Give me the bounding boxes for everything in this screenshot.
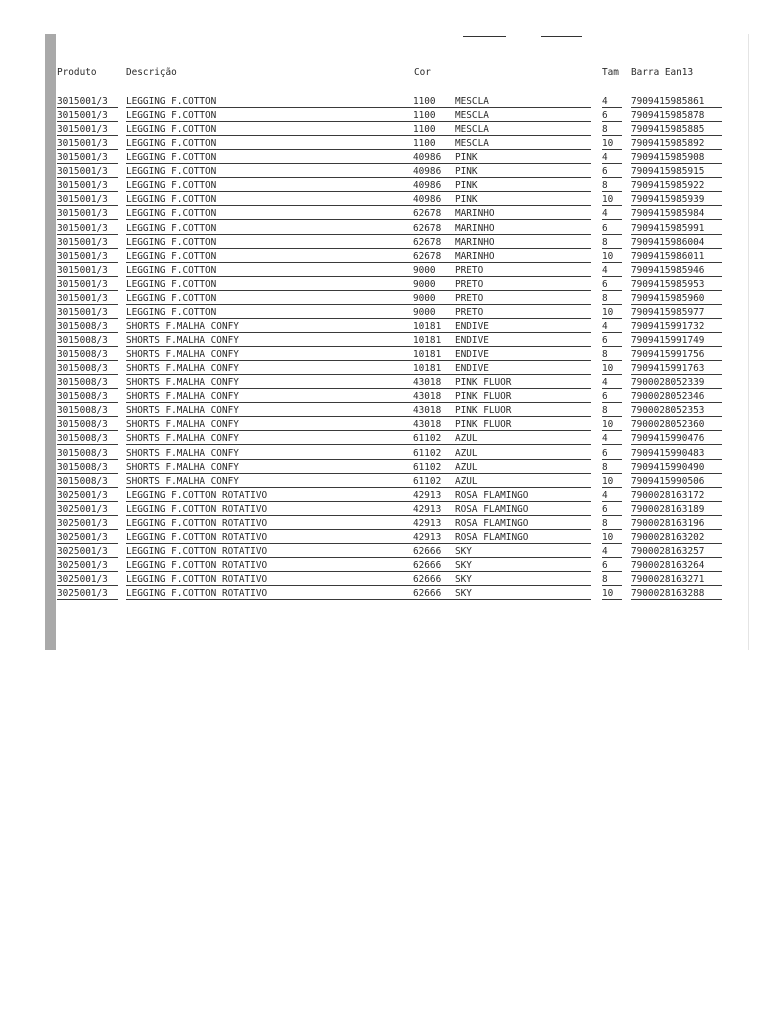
row-barra-ean13: 7900028163172 bbox=[631, 489, 722, 502]
row-cor-nome: MESCLA bbox=[455, 123, 591, 136]
row-descricao: SHORTS F.MALHA CONFY bbox=[126, 418, 463, 431]
row-cor-nome: PINK bbox=[455, 179, 591, 192]
row-cor-codigo: 10181 bbox=[413, 320, 451, 333]
header-barra-ean13: Barra Ean13 bbox=[631, 67, 694, 78]
row-cor-codigo: 61102 bbox=[413, 447, 451, 460]
row-cor-nome: ROSA FLAMINGO bbox=[455, 517, 591, 530]
row-barra-ean13: 7900028052360 bbox=[631, 418, 722, 431]
table-row bbox=[57, 109, 737, 123]
row-cor-codigo: 62666 bbox=[413, 587, 451, 600]
row-descricao: SHORTS F.MALHA CONFY bbox=[126, 348, 463, 361]
row-cor-codigo: 1100 bbox=[413, 137, 451, 150]
row-barra-ean13: 7900028052339 bbox=[631, 376, 722, 389]
row-produto: 3015001/3 bbox=[57, 123, 118, 136]
row-descricao: LEGGING F.COTTON bbox=[126, 179, 463, 192]
page-right-edge bbox=[748, 34, 749, 650]
row-cor-codigo: 43018 bbox=[413, 376, 451, 389]
row-cor-nome: PRETO bbox=[455, 292, 591, 305]
row-descricao: LEGGING F.COTTON bbox=[126, 95, 463, 108]
row-cor-nome: SKY bbox=[455, 545, 591, 558]
row-barra-ean13: 7909415990506 bbox=[631, 475, 722, 488]
row-cor-codigo: 1100 bbox=[413, 123, 451, 136]
row-descricao: LEGGING F.COTTON bbox=[126, 264, 463, 277]
row-cor-codigo: 62666 bbox=[413, 573, 451, 586]
row-cor-nome: PRETO bbox=[455, 264, 591, 277]
row-tamanho: 8 bbox=[602, 292, 622, 305]
table-row bbox=[57, 137, 737, 151]
row-produto: 3015008/3 bbox=[57, 362, 118, 375]
row-tamanho: 10 bbox=[602, 362, 622, 375]
row-produto: 3015001/3 bbox=[57, 278, 118, 291]
row-descricao: LEGGING F.COTTON bbox=[126, 151, 463, 164]
row-barra-ean13: 7909415985946 bbox=[631, 264, 722, 277]
table-row bbox=[57, 292, 737, 306]
row-descricao: LEGGING F.COTTON bbox=[126, 123, 463, 136]
row-barra-ean13: 7909415985984 bbox=[631, 207, 722, 220]
row-cor-codigo: 10181 bbox=[413, 348, 451, 361]
row-tamanho: 6 bbox=[602, 165, 622, 178]
row-produto: 3015001/3 bbox=[57, 250, 118, 263]
row-cor-codigo: 62666 bbox=[413, 545, 451, 558]
table-row bbox=[57, 531, 737, 545]
row-barra-ean13: 7900028163189 bbox=[631, 503, 722, 516]
row-tamanho: 4 bbox=[602, 489, 622, 502]
row-cor-nome: PINK FLUOR bbox=[455, 376, 591, 389]
row-barra-ean13: 7909415985953 bbox=[631, 278, 722, 291]
row-tamanho: 10 bbox=[602, 250, 622, 263]
row-cor-nome: PINK FLUOR bbox=[455, 390, 591, 403]
row-cor-codigo: 9000 bbox=[413, 264, 451, 277]
table-row bbox=[57, 123, 737, 137]
row-descricao: LEGGING F.COTTON ROTATIVO bbox=[126, 517, 463, 530]
row-cor-codigo: 40986 bbox=[413, 193, 451, 206]
row-tamanho: 8 bbox=[602, 461, 622, 474]
table-row bbox=[57, 573, 737, 587]
row-descricao: LEGGING F.COTTON bbox=[126, 137, 463, 150]
table-row bbox=[57, 222, 737, 236]
row-cor-codigo: 62678 bbox=[413, 250, 451, 263]
signature-line bbox=[541, 36, 582, 37]
row-barra-ean13: 7900028163271 bbox=[631, 573, 722, 586]
row-cor-nome: MARINHO bbox=[455, 207, 591, 220]
row-descricao: LEGGING F.COTTON bbox=[126, 292, 463, 305]
row-tamanho: 8 bbox=[602, 179, 622, 192]
row-produto: 3025001/3 bbox=[57, 489, 118, 502]
row-descricao: LEGGING F.COTTON bbox=[126, 165, 463, 178]
row-produto: 3015001/3 bbox=[57, 222, 118, 235]
row-cor-nome: MESCLA bbox=[455, 109, 591, 122]
row-cor-codigo: 40986 bbox=[413, 165, 451, 178]
table-row bbox=[57, 179, 737, 193]
row-cor-codigo: 9000 bbox=[413, 306, 451, 319]
signature-line bbox=[463, 36, 506, 37]
row-descricao: SHORTS F.MALHA CONFY bbox=[126, 390, 463, 403]
row-cor-nome: AZUL bbox=[455, 475, 591, 488]
row-tamanho: 6 bbox=[602, 222, 622, 235]
row-produto: 3015008/3 bbox=[57, 432, 118, 445]
row-barra-ean13: 7909415991756 bbox=[631, 348, 722, 361]
table-row bbox=[57, 376, 737, 390]
table-row bbox=[57, 489, 737, 503]
row-cor-nome: PINK FLUOR bbox=[455, 418, 591, 431]
table-row bbox=[57, 503, 737, 517]
row-cor-nome: SKY bbox=[455, 559, 591, 572]
row-barra-ean13: 7909415991749 bbox=[631, 334, 722, 347]
row-barra-ean13: 7909415991763 bbox=[631, 362, 722, 375]
row-cor-codigo: 62666 bbox=[413, 559, 451, 572]
table-row bbox=[57, 418, 737, 432]
row-tamanho: 6 bbox=[602, 447, 622, 460]
row-barra-ean13: 7900028163264 bbox=[631, 559, 722, 572]
row-barra-ean13: 7900028163202 bbox=[631, 531, 722, 544]
row-tamanho: 4 bbox=[602, 151, 622, 164]
table-row bbox=[57, 278, 737, 292]
row-cor-codigo: 42913 bbox=[413, 503, 451, 516]
row-produto: 3025001/3 bbox=[57, 531, 118, 544]
row-tamanho: 10 bbox=[602, 137, 622, 150]
row-produto: 3015008/3 bbox=[57, 334, 118, 347]
row-cor-nome: PINK FLUOR bbox=[455, 404, 591, 417]
table-row bbox=[57, 390, 737, 404]
row-barra-ean13: 7900028163257 bbox=[631, 545, 722, 558]
page-left-margin-bar bbox=[45, 34, 56, 650]
row-tamanho: 6 bbox=[602, 559, 622, 572]
row-cor-codigo: 62678 bbox=[413, 222, 451, 235]
table-row bbox=[57, 587, 737, 601]
row-tamanho: 10 bbox=[602, 418, 622, 431]
table-row bbox=[57, 250, 737, 264]
row-tamanho: 4 bbox=[602, 320, 622, 333]
row-tamanho: 4 bbox=[602, 95, 622, 108]
row-descricao: LEGGING F.COTTON bbox=[126, 306, 463, 319]
row-descricao: SHORTS F.MALHA CONFY bbox=[126, 362, 463, 375]
row-cor-nome: MARINHO bbox=[455, 250, 591, 263]
row-produto: 3015001/3 bbox=[57, 137, 118, 150]
header-produto: Produto bbox=[57, 67, 97, 78]
row-produto: 3015008/3 bbox=[57, 376, 118, 389]
table-row bbox=[57, 447, 737, 461]
row-descricao: LEGGING F.COTTON bbox=[126, 109, 463, 122]
row-cor-codigo: 42913 bbox=[413, 489, 451, 502]
row-descricao: LEGGING F.COTTON bbox=[126, 236, 463, 249]
table-row bbox=[57, 348, 737, 362]
row-cor-nome: SKY bbox=[455, 587, 591, 600]
row-cor-nome: ENDIVE bbox=[455, 320, 591, 333]
row-barra-ean13: 7909415990490 bbox=[631, 461, 722, 474]
row-descricao: LEGGING F.COTTON ROTATIVO bbox=[126, 503, 463, 516]
row-cor-codigo: 40986 bbox=[413, 151, 451, 164]
row-tamanho: 8 bbox=[602, 517, 622, 530]
row-cor-nome: ENDIVE bbox=[455, 362, 591, 375]
row-produto: 3015008/3 bbox=[57, 320, 118, 333]
row-produto: 3025001/3 bbox=[57, 573, 118, 586]
row-produto: 3015001/3 bbox=[57, 306, 118, 319]
row-cor-nome: MESCLA bbox=[455, 95, 591, 108]
row-cor-codigo: 10181 bbox=[413, 362, 451, 375]
row-barra-ean13: 7909415985991 bbox=[631, 222, 722, 235]
row-barra-ean13: 7909415985960 bbox=[631, 292, 722, 305]
row-descricao: LEGGING F.COTTON bbox=[126, 250, 463, 263]
row-barra-ean13: 7909415985939 bbox=[631, 193, 722, 206]
row-cor-codigo: 42913 bbox=[413, 517, 451, 530]
row-cor-codigo: 9000 bbox=[413, 278, 451, 291]
row-cor-nome: ROSA FLAMINGO bbox=[455, 531, 591, 544]
row-barra-ean13: 7909415985892 bbox=[631, 137, 722, 150]
row-descricao: LEGGING F.COTTON ROTATIVO bbox=[126, 545, 463, 558]
row-cor-nome: ENDIVE bbox=[455, 348, 591, 361]
table-row bbox=[57, 320, 737, 334]
row-tamanho: 4 bbox=[602, 376, 622, 389]
row-tamanho: 10 bbox=[602, 306, 622, 319]
row-tamanho: 4 bbox=[602, 207, 622, 220]
row-descricao: LEGGING F.COTTON ROTATIVO bbox=[126, 559, 463, 572]
row-cor-codigo: 42913 bbox=[413, 531, 451, 544]
row-barra-ean13: 7900028163288 bbox=[631, 587, 722, 600]
table-row bbox=[57, 165, 737, 179]
row-cor-nome: ENDIVE bbox=[455, 334, 591, 347]
row-descricao: SHORTS F.MALHA CONFY bbox=[126, 320, 463, 333]
row-produto: 3015001/3 bbox=[57, 264, 118, 277]
row-produto: 3015008/3 bbox=[57, 404, 118, 417]
row-tamanho: 4 bbox=[602, 545, 622, 558]
row-tamanho: 6 bbox=[602, 503, 622, 516]
row-cor-nome: AZUL bbox=[455, 447, 591, 460]
row-barra-ean13: 7909415985915 bbox=[631, 165, 722, 178]
table-row bbox=[57, 264, 737, 278]
row-descricao: SHORTS F.MALHA CONFY bbox=[126, 447, 463, 460]
row-produto: 3015001/3 bbox=[57, 151, 118, 164]
row-barra-ean13: 7909415985922 bbox=[631, 179, 722, 192]
row-produto: 3015008/3 bbox=[57, 475, 118, 488]
table-row bbox=[57, 95, 737, 109]
row-cor-nome: PRETO bbox=[455, 306, 591, 319]
row-produto: 3015001/3 bbox=[57, 236, 118, 249]
row-cor-nome: MARINHO bbox=[455, 222, 591, 235]
row-barra-ean13: 7909415985878 bbox=[631, 109, 722, 122]
row-cor-nome: MARINHO bbox=[455, 236, 591, 249]
row-descricao: LEGGING F.COTTON bbox=[126, 222, 463, 235]
row-produto: 3015001/3 bbox=[57, 165, 118, 178]
row-descricao: SHORTS F.MALHA CONFY bbox=[126, 475, 463, 488]
row-tamanho: 6 bbox=[602, 390, 622, 403]
row-produto: 3015001/3 bbox=[57, 95, 118, 108]
row-tamanho: 4 bbox=[602, 432, 622, 445]
row-cor-nome: ROSA FLAMINGO bbox=[455, 503, 591, 516]
header-tam: Tam bbox=[602, 67, 619, 78]
header-cor: Cor bbox=[414, 67, 431, 78]
row-cor-nome: PINK bbox=[455, 193, 591, 206]
row-cor-codigo: 43018 bbox=[413, 404, 451, 417]
row-produto: 3015008/3 bbox=[57, 461, 118, 474]
table-row bbox=[57, 306, 737, 320]
header-descricao: Descrição bbox=[126, 67, 177, 78]
row-produto: 3015008/3 bbox=[57, 447, 118, 460]
row-barra-ean13: 7900028163196 bbox=[631, 517, 722, 530]
row-produto: 3015001/3 bbox=[57, 179, 118, 192]
row-tamanho: 10 bbox=[602, 193, 622, 206]
row-barra-ean13: 7909415991732 bbox=[631, 320, 722, 333]
row-descricao: LEGGING F.COTTON ROTATIVO bbox=[126, 489, 463, 502]
row-produto: 3015008/3 bbox=[57, 418, 118, 431]
row-barra-ean13: 7909415990476 bbox=[631, 432, 722, 445]
row-produto: 3015008/3 bbox=[57, 390, 118, 403]
row-cor-nome: PRETO bbox=[455, 278, 591, 291]
row-descricao: LEGGING F.COTTON ROTATIVO bbox=[126, 573, 463, 586]
row-barra-ean13: 7900028052346 bbox=[631, 390, 722, 403]
row-tamanho: 6 bbox=[602, 334, 622, 347]
row-cor-codigo: 61102 bbox=[413, 432, 451, 445]
row-tamanho: 8 bbox=[602, 348, 622, 361]
table-row bbox=[57, 236, 737, 250]
row-descricao: LEGGING F.COTTON bbox=[126, 207, 463, 220]
row-produto: 3025001/3 bbox=[57, 545, 118, 558]
row-descricao: SHORTS F.MALHA CONFY bbox=[126, 376, 463, 389]
row-cor-nome: MESCLA bbox=[455, 137, 591, 150]
row-cor-codigo: 43018 bbox=[413, 390, 451, 403]
row-descricao: SHORTS F.MALHA CONFY bbox=[126, 461, 463, 474]
table-row bbox=[57, 432, 737, 446]
table-header bbox=[57, 66, 737, 80]
table-row bbox=[57, 559, 737, 573]
row-tamanho: 10 bbox=[602, 587, 622, 600]
table-row bbox=[57, 151, 737, 165]
row-descricao: LEGGING F.COTTON bbox=[126, 193, 463, 206]
row-cor-codigo: 62678 bbox=[413, 207, 451, 220]
row-produto: 3015001/3 bbox=[57, 292, 118, 305]
row-cor-nome: PINK bbox=[455, 165, 591, 178]
row-barra-ean13: 7909415985885 bbox=[631, 123, 722, 136]
row-tamanho: 8 bbox=[602, 123, 622, 136]
table-row bbox=[57, 517, 737, 531]
row-cor-codigo: 61102 bbox=[413, 461, 451, 474]
row-cor-nome: PINK bbox=[455, 151, 591, 164]
row-tamanho: 8 bbox=[602, 404, 622, 417]
row-cor-codigo: 10181 bbox=[413, 334, 451, 347]
row-tamanho: 6 bbox=[602, 278, 622, 291]
row-descricao: SHORTS F.MALHA CONFY bbox=[126, 334, 463, 347]
row-tamanho: 8 bbox=[602, 573, 622, 586]
row-tamanho: 6 bbox=[602, 109, 622, 122]
row-cor-nome: AZUL bbox=[455, 461, 591, 474]
row-tamanho: 8 bbox=[602, 236, 622, 249]
row-cor-codigo: 40986 bbox=[413, 179, 451, 192]
row-cor-nome: ROSA FLAMINGO bbox=[455, 489, 591, 502]
row-tamanho: 10 bbox=[602, 531, 622, 544]
row-barra-ean13: 7909415986004 bbox=[631, 236, 722, 249]
row-produto: 3025001/3 bbox=[57, 559, 118, 572]
row-barra-ean13: 7909415985908 bbox=[631, 151, 722, 164]
row-cor-codigo: 43018 bbox=[413, 418, 451, 431]
row-cor-nome: AZUL bbox=[455, 432, 591, 445]
row-produto: 3015001/3 bbox=[57, 109, 118, 122]
row-cor-codigo: 61102 bbox=[413, 475, 451, 488]
row-cor-codigo: 62678 bbox=[413, 236, 451, 249]
row-barra-ean13: 7909415985977 bbox=[631, 306, 722, 319]
row-tamanho: 4 bbox=[602, 264, 622, 277]
row-produto: 3015001/3 bbox=[57, 207, 118, 220]
table-row bbox=[57, 404, 737, 418]
row-produto: 3025001/3 bbox=[57, 503, 118, 516]
row-cor-codigo: 1100 bbox=[413, 95, 451, 108]
row-tamanho: 10 bbox=[602, 475, 622, 488]
table-row bbox=[57, 362, 737, 376]
row-descricao: LEGGING F.COTTON bbox=[126, 278, 463, 291]
row-descricao: SHORTS F.MALHA CONFY bbox=[126, 404, 463, 417]
row-cor-nome: SKY bbox=[455, 573, 591, 586]
row-descricao: LEGGING F.COTTON ROTATIVO bbox=[126, 531, 463, 544]
table-row bbox=[57, 207, 737, 221]
row-barra-ean13: 7909415986011 bbox=[631, 250, 722, 263]
table-row bbox=[57, 461, 737, 475]
table-row bbox=[57, 545, 737, 559]
row-produto: 3015008/3 bbox=[57, 348, 118, 361]
row-cor-codigo: 9000 bbox=[413, 292, 451, 305]
row-produto: 3025001/3 bbox=[57, 517, 118, 530]
table-row bbox=[57, 334, 737, 348]
row-descricao: LEGGING F.COTTON ROTATIVO bbox=[126, 587, 463, 600]
row-barra-ean13: 7909415990483 bbox=[631, 447, 722, 460]
row-produto: 3025001/3 bbox=[57, 587, 118, 600]
row-produto: 3015001/3 bbox=[57, 193, 118, 206]
table-row bbox=[57, 193, 737, 207]
row-cor-codigo: 1100 bbox=[413, 109, 451, 122]
row-barra-ean13: 7909415985861 bbox=[631, 95, 722, 108]
table-row bbox=[57, 475, 737, 489]
row-barra-ean13: 7900028052353 bbox=[631, 404, 722, 417]
row-descricao: SHORTS F.MALHA CONFY bbox=[126, 432, 463, 445]
